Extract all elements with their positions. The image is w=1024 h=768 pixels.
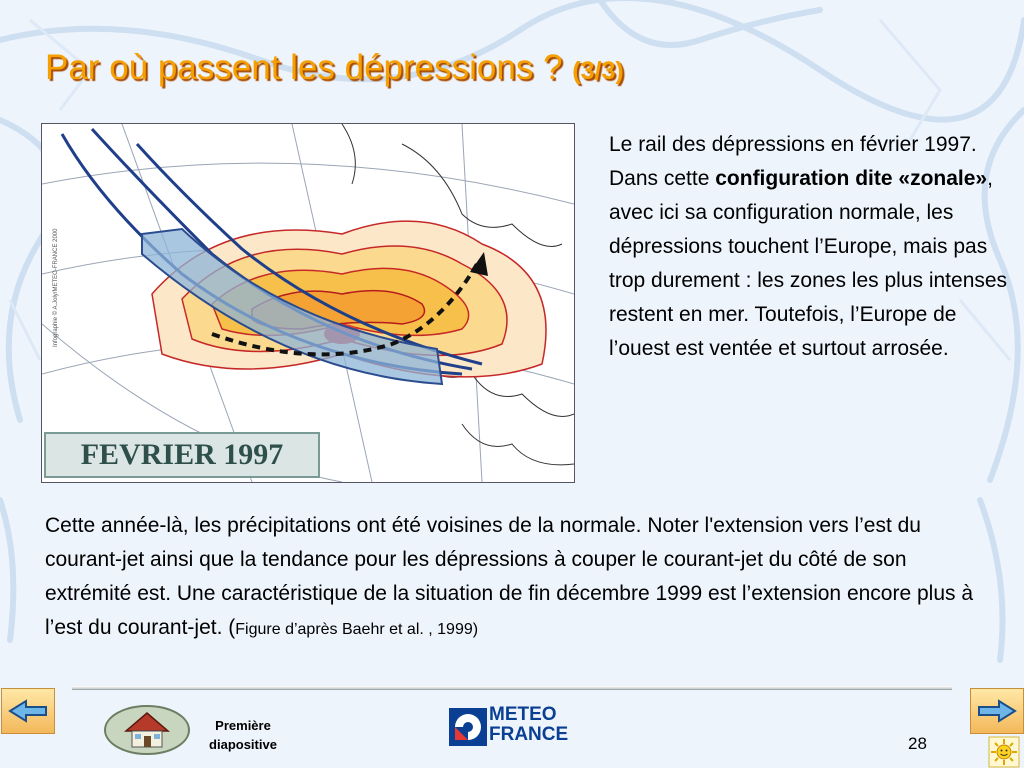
house-icon xyxy=(104,703,190,755)
logo-line1: METEO xyxy=(489,704,557,725)
logo-mark-icon xyxy=(449,708,487,746)
description-bold: configuration dite «zonale» xyxy=(715,167,988,190)
logo-text xyxy=(489,705,568,745)
map-credit: Infographie © A.Joly/METEO-FRANCE 2000 xyxy=(53,228,59,347)
map-illustration xyxy=(42,124,574,482)
logo-line2: FRANCE xyxy=(489,724,569,745)
figure-reference: Figure d’après Baehr et al. , 1999) xyxy=(235,621,479,638)
map-description xyxy=(609,128,1009,366)
description-part2: , avec ici sa configuration normale, les dépressions touchent l’Europe, mais pas trop durement : les zones les plus intenses restent en mer. Toutefois, l’Europe de l’ouest est ventée et surtout arrosée. xyxy=(609,167,1008,360)
map-caption: FEVRIER 1997 xyxy=(44,432,320,478)
sun-icon[interactable] xyxy=(988,736,1020,768)
previous-slide-button[interactable] xyxy=(1,688,55,734)
page-number: 28 xyxy=(908,734,927,753)
meteo-france-logo xyxy=(447,705,575,749)
footer-divider xyxy=(72,686,952,690)
description-part1: Le rail des dépressions en février 1997. Dans cette xyxy=(609,133,977,190)
arrow-right-icon xyxy=(971,689,1023,733)
arrow-left-icon xyxy=(2,689,54,733)
title-suffix: (3/3) xyxy=(572,57,624,85)
title-main: Par où passent les dépressions ? xyxy=(45,48,563,87)
next-slide-button[interactable] xyxy=(970,688,1024,734)
first-slide-label[interactable]: Première diapositive xyxy=(209,718,277,752)
first-slide-button[interactable] xyxy=(104,703,190,755)
jet-stream-map xyxy=(41,123,575,483)
body-main: Cette année-là, les précipitations ont été voisines de la normale. Noter l'extension vers l’est du courant-jet ainsi que la tendance pour les dépressions à couper le courant-jet du côté de son extrémité est. Une caractéristique de la situation de fin décembre 1999 est l’extension encore plus à l’est du courant-jet. ( xyxy=(45,514,974,639)
slide-title xyxy=(45,48,624,88)
body-paragraph xyxy=(45,509,990,647)
